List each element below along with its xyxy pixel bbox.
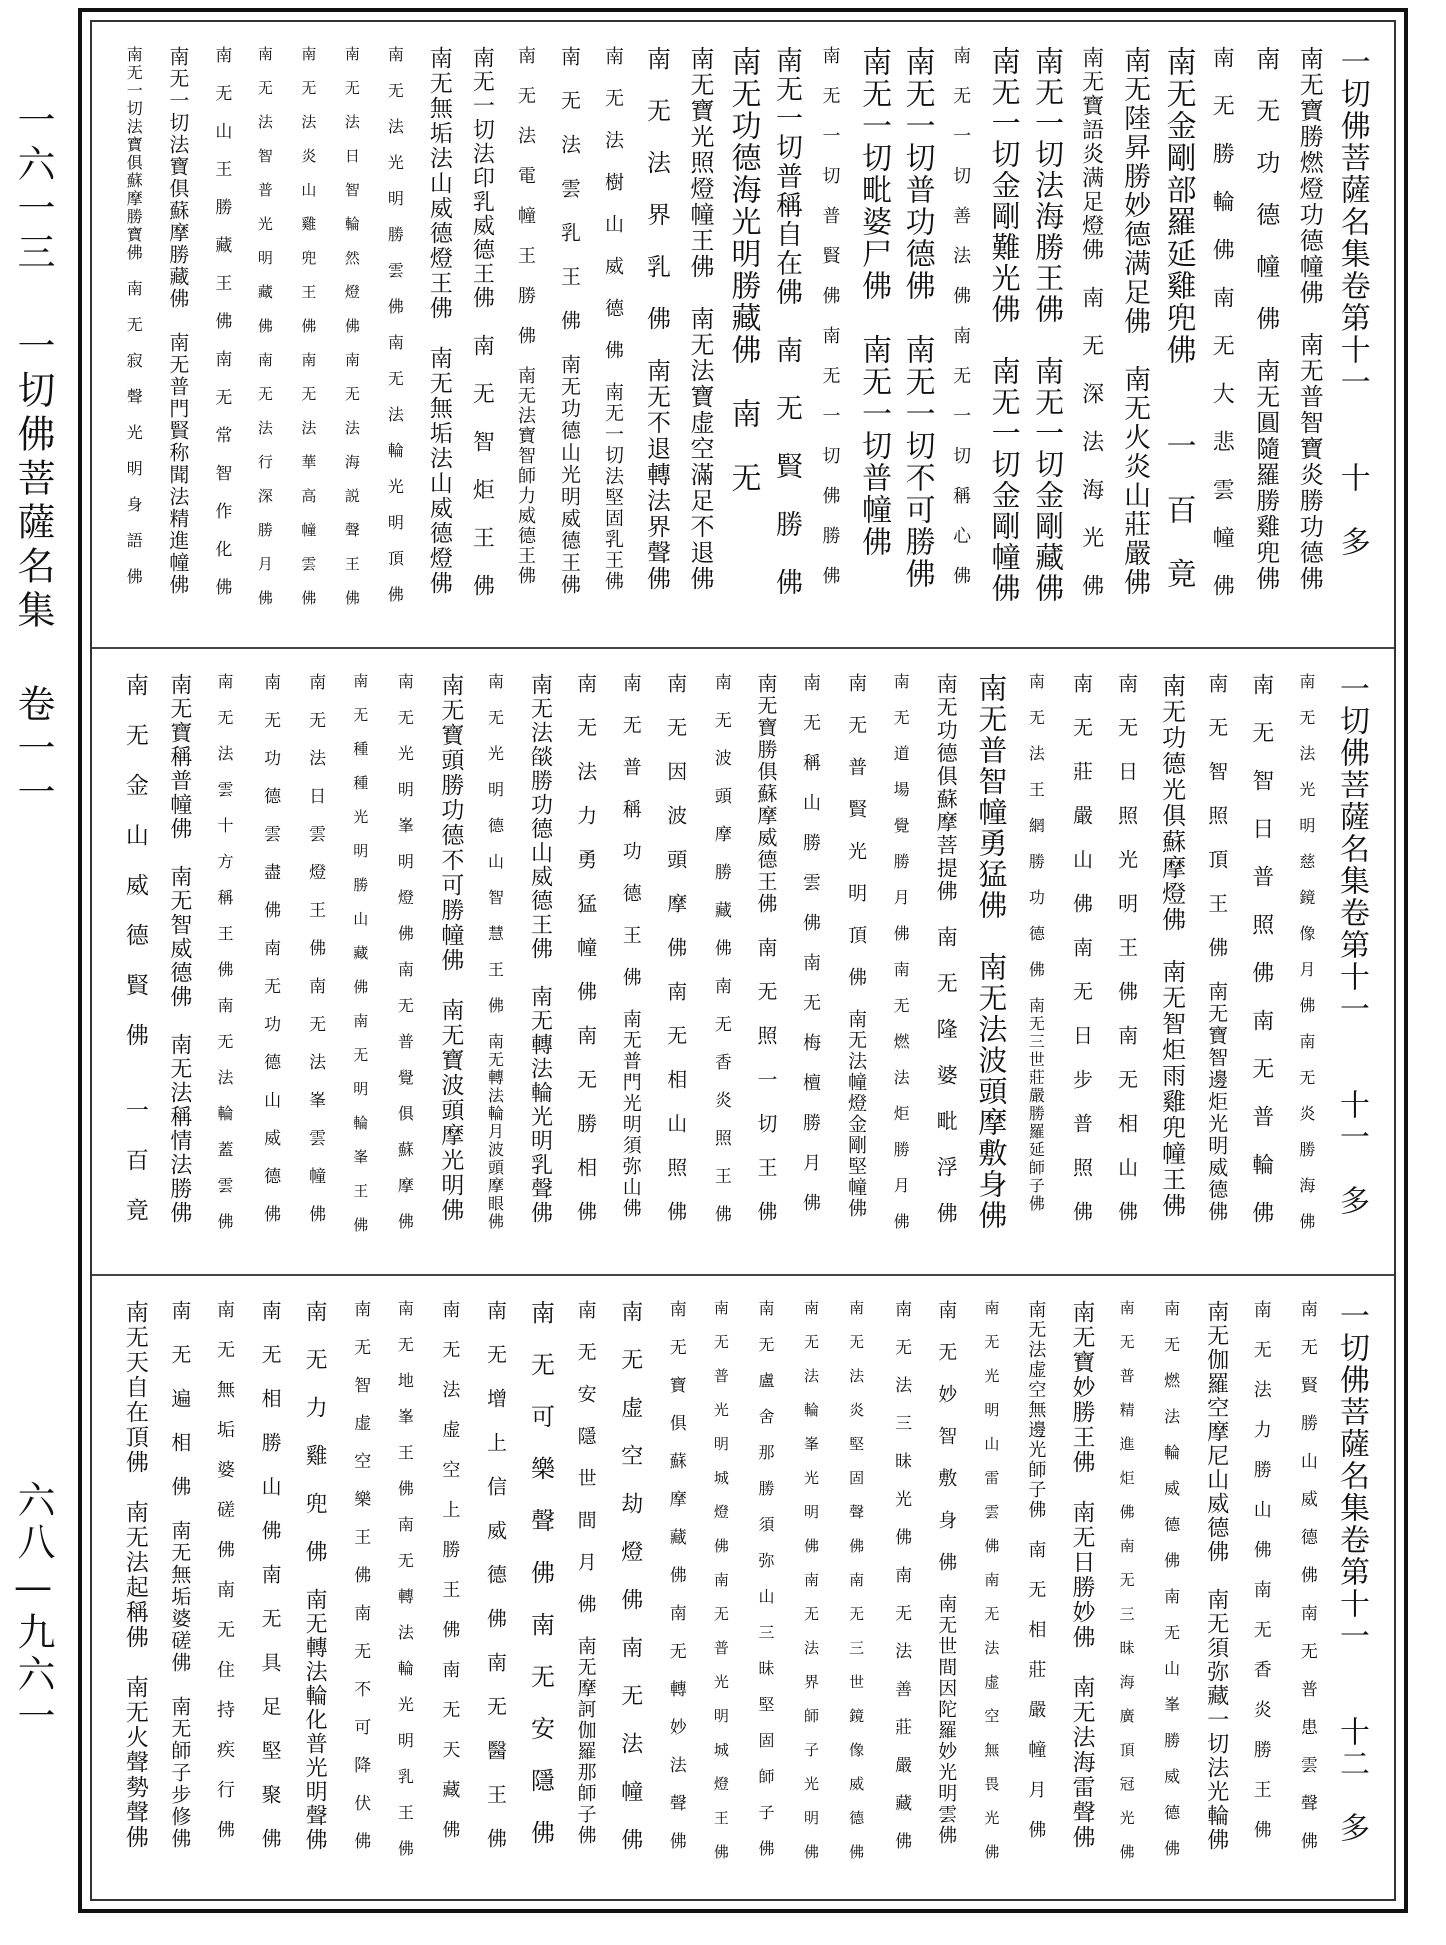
register-middle (92, 647, 1394, 1276)
text-column (833, 649, 878, 1276)
text-column (518, 1276, 563, 1901)
inner-frame (90, 20, 1396, 1901)
text-column (1058, 649, 1103, 1276)
column-text: 南无一切法印乳威德王佛 南 无 智 炬 王 佛 (469, 46, 495, 598)
register-columns (112, 22, 1374, 647)
column-text: 南 无 光 明 峯 明 燈 佛 南 无 普 覺 俱 蘇 摩 佛 (395, 673, 415, 1231)
column-text: 南 无 法 界 乳 佛 南无不退轉法界聲佛 (642, 46, 671, 592)
margin-page-number: 六八—九六一 (11, 1480, 55, 1738)
column-text: 南 无 法 雲 乳 王 佛 南无功德山光明威德王佛 (557, 46, 582, 596)
text-column (698, 649, 743, 1276)
text-column (373, 22, 417, 647)
column-text: 南无功德俱蘇摩菩提佛 南 无 隆 婆 毗 浮 佛 (934, 673, 959, 1225)
column-text: 南 无 勝 輪 佛 南 无 大 悲 雲 幢 佛 (1209, 46, 1235, 598)
text-column (608, 1276, 653, 1901)
column-text: 南无寶頭勝功德不可勝幢佛 南无寶波頭摩光明佛 (437, 673, 464, 1223)
column-text: 南 无 光 明 山 雷 雲 佛 南 无 法 虚 空 無 畏 光 佛 (982, 1300, 1001, 1861)
column-text: 南无寶光照燈幢王佛 南无法寶虚空滿足不退佛 (686, 46, 714, 592)
column-text: 南 无 相 勝 山 佛 南 无 具 足 堅 聚 佛 (258, 1300, 283, 1850)
column-text: 南 无 一 切 善 法 佛 南 无 一 切 稱 心 佛 (950, 46, 972, 586)
register-columns (112, 1276, 1374, 1901)
column-text: 南无寶勝俱蘇摩威德王佛 南 无 照 一 切 王 佛 (753, 673, 778, 1223)
text-column (1239, 1276, 1284, 1901)
register-columns (112, 649, 1374, 1276)
column-text: 南无功德海光明勝藏佛 南 无 (725, 46, 761, 494)
column-text: 南 无 燃 法 輪 威 德 佛 南 无 山 峯 勝 威 德 佛 (1161, 1300, 1181, 1858)
text-column (743, 1276, 788, 1901)
text-column (895, 22, 939, 647)
column-text: 一切佛菩薩名集卷第十一 十二 多 (1333, 1300, 1369, 1844)
text-column (1284, 649, 1329, 1276)
column-text: 南 无 虚 空 劫 燈 佛 南 无 法 幢 佛 (617, 1300, 643, 1852)
text-column (1013, 1276, 1058, 1901)
column-text: 南 无 金 山 威 德 賢 佛 一 百 竟 (121, 673, 148, 1223)
text-column (337, 649, 382, 1276)
text-column (1104, 1276, 1149, 1901)
column-text: 南 无 稱 山 勝 雲 佛 南 无 梅 檀 勝 月 佛 (800, 673, 822, 1213)
text-column (698, 1276, 743, 1901)
text-column (460, 22, 504, 647)
column-text: 南 无 功 德 雲 盡 佛 南 无 功 德 山 威 德 佛 (260, 673, 281, 1224)
text-column (1194, 1276, 1239, 1901)
text-column (1243, 22, 1287, 647)
text-column (330, 22, 374, 647)
text-column (852, 22, 896, 647)
text-column (472, 649, 517, 1276)
column-text: 南 无 普 精 進 炬 佛 南 无 三 昧 海 廣 頂 冠 光 佛 (1117, 1300, 1136, 1861)
column-text: 南 无 波 頭 摩 勝 藏 佛 南 无 香 炎 照 王 佛 (710, 673, 731, 1224)
column-text: 南无一切金剛難光佛 南无一切金剛幢佛 (987, 46, 1022, 604)
text-column (1149, 649, 1194, 1276)
text-column (653, 1276, 698, 1901)
text-column (157, 649, 202, 1276)
text-column (923, 649, 968, 1276)
text-column (808, 22, 852, 647)
text-column (292, 1276, 337, 1901)
chapter-heading-column (1330, 22, 1374, 647)
column-text: 南无寶勝燃燈功德幢佛 南无普智寶炎勝功德佛 (1295, 46, 1324, 592)
chapter-heading-column (1329, 1276, 1374, 1901)
column-text: 南 无 法 力 勝 山 佛 南 无 香 炎 勝 王 佛 (1250, 1300, 1272, 1840)
text-column (1284, 1276, 1329, 1901)
column-text: 南 无 盧 舍 那 勝 須 弥 山 三 昧 堅 固 師 子 佛 (755, 1300, 775, 1858)
column-text: 南 无 法 炎 堅 固 聲 佛 南 无 三 世 鏡 像 威 德 佛 (847, 1300, 866, 1861)
text-column (939, 22, 983, 647)
column-text: 南 无 日 照 光 明 王 佛 南 无 相 山 佛 (1114, 673, 1139, 1223)
text-column (968, 1276, 1013, 1901)
text-column (608, 649, 653, 1276)
text-column (199, 22, 243, 647)
text-column (112, 1276, 157, 1901)
text-column (292, 649, 337, 1276)
text-column (157, 1276, 202, 1901)
text-column (653, 649, 698, 1276)
text-column (788, 1276, 833, 1901)
column-text: 南无伽羅空摩尼山威德佛 南无須弥藏一切法光輪佛 (1203, 1300, 1229, 1852)
column-text: 南 无 法 三 昧 光 佛 南 无 法 善 莊 嚴 藏 佛 (891, 1300, 912, 1851)
column-text: 南无寶稱普幢佛 南无智威德佛 南无法稱情法勝佛 (166, 673, 192, 1225)
column-text: 南 无 法 智 普 光 明 藏 佛 南 无 法 行 深 勝 月 佛 (255, 46, 274, 607)
column-text: 南 无 光 明 德 山 智 慧 王 佛 南无轉法輪月波頭摩眼佛 (485, 673, 505, 1231)
text-column (337, 1276, 382, 1901)
text-column (427, 1276, 472, 1901)
text-column (1069, 22, 1113, 647)
column-text: 南无寶妙勝王佛 南无日勝妙佛 南无法海雷聲佛 (1068, 1300, 1095, 1850)
text-column (968, 649, 1013, 1276)
chapter-heading-column (1329, 649, 1374, 1276)
column-text: 南 无 力 雞 兜 佛 南无轉法輪化普光明聲佛 (302, 1300, 328, 1852)
column-text: 南无一切普稱自在佛 南 无 賢 勝 佛 (771, 46, 803, 597)
column-text: 南无一切法寶俱蘇摩勝藏佛 南无普門賢称聞法精進幢佛 (165, 46, 190, 596)
text-column (427, 649, 472, 1276)
column-text: 南无法虚空無邊光師子佛 南 无 相 莊 嚴 幢 月 佛 (1025, 1300, 1047, 1840)
text-column (563, 1276, 608, 1901)
text-column (202, 1276, 247, 1901)
text-column (833, 1276, 878, 1901)
text-column (923, 1276, 968, 1901)
column-text: 南 无 山 王 勝 藏 王 佛 南 无 常 智 作 化 佛 (211, 46, 232, 597)
column-text: 南 无 種 種 光 明 勝 山 藏 佛 南 无 明 輪 峯 王 佛 (351, 673, 370, 1234)
column-text: 南无陸昇勝妙德满足佛 南无火炎山莊嚴佛 (1119, 46, 1151, 597)
text-column (878, 1276, 923, 1901)
page-frame (78, 8, 1408, 1913)
column-text: 南 无 法 虚 空 上 勝 王 佛 南 无 天 藏 佛 (439, 1300, 461, 1840)
text-column (1239, 649, 1284, 1276)
register-top (92, 22, 1394, 647)
column-text: 南 无 法 力 勇 猛 幢 佛 南 无 勝 相 佛 (573, 673, 598, 1223)
column-text: 南 无 遍 相 佛 南无無垢婆磋佛 南无師子步修佛 (167, 1300, 192, 1850)
column-text: 南 无 普 賢 光 明 頂 佛 南无法幢燈金剛堅幢佛 (845, 673, 868, 1219)
column-text: 南 无 法 雲 十 方 稱 王 佛 南 无 法 輪 蓋 雲 佛 (215, 673, 234, 1231)
column-text: 南 无 法 輪 峯 光 明 佛 南 无 法 界 師 子 光 明 佛 (802, 1300, 821, 1861)
text-column (788, 649, 833, 1276)
page-margin (8, 100, 58, 1920)
text-column (112, 22, 156, 647)
column-text: 南无寶語炎满足燈佛 南 无 深 法 海 光 佛 (1078, 46, 1104, 598)
text-column (982, 22, 1026, 647)
column-text: 南 无 法 光 明 勝 雲 佛 南 无 法 輪 光 明 頂 佛 (385, 46, 405, 604)
text-column (518, 649, 563, 1276)
text-column (1287, 22, 1331, 647)
column-text: 南 无 智 照 頂 王 佛 南无寶智邊炬光明威德佛 (1204, 673, 1229, 1223)
column-text: 南 无 賢 勝 山 威 德 佛 南 无 普 患 雲 聲 佛 (1296, 1300, 1317, 1851)
text-column (878, 649, 923, 1276)
text-column (563, 649, 608, 1276)
column-text: 一切佛菩薩名集卷第十一 十一 多 (1333, 673, 1369, 1217)
text-column (417, 22, 461, 647)
column-text: 南 无 道 場 覺 勝 月 佛 南 无 燃 法 炬 勝 月 佛 (891, 673, 911, 1231)
text-column (1149, 1276, 1194, 1901)
text-column (286, 22, 330, 647)
text-column (765, 22, 809, 647)
column-text: 南无一切法海勝王佛 南无一切金剛藏佛 (1031, 46, 1066, 604)
column-text: 南无普智幢勇猛佛 南无法波頭摩敷身佛 (974, 673, 1009, 1231)
text-column (1058, 1276, 1103, 1901)
margin-title: 一六一三 一切佛菩薩名集 卷一一 (11, 100, 55, 816)
text-column (247, 1276, 292, 1901)
text-column (634, 22, 678, 647)
column-text: 南 无 普 光 明 城 燈 佛 南 无 普 光 明 城 燈 王 佛 (711, 1300, 730, 1861)
column-text: 南 无 增 上 信 威 德 佛 南 无 醫 王 佛 (483, 1300, 508, 1850)
text-column (1104, 649, 1149, 1276)
column-text: 南 无 一 切 普 賢 佛 南 无 一 切 佛 勝 佛 (819, 46, 841, 586)
column-text: 南无天自在頂佛 南无法起稱佛 南无火聲勢聲佛 (121, 1300, 148, 1850)
column-text: 南无一切毗婆尸佛 南无一切普幢佛 (856, 46, 892, 558)
register-bottom (92, 1274, 1394, 1901)
column-text: 南 无 法 電 幢 王 勝 佛 南无法寶智師力威德王佛 (514, 46, 536, 586)
column-text: 南无法燄勝功德山威德王佛 南无轉法輪光明乳聲佛 (527, 673, 553, 1225)
column-text: 南 无 智 虚 空 樂 王 佛 南 无 不 可 降 伏 佛 (350, 1300, 371, 1851)
text-column (1013, 649, 1058, 1276)
text-column (721, 22, 765, 647)
text-column (678, 22, 722, 647)
text-column (547, 22, 591, 647)
text-column (1156, 22, 1200, 647)
column-text: 南 无 法 炎 山 雞 兜 王 佛 南 无 法 華 高 幢 雲 佛 (299, 46, 318, 607)
text-column (504, 22, 548, 647)
text-column (382, 649, 427, 1276)
text-column (743, 649, 788, 1276)
text-column (243, 22, 287, 647)
column-text: 南无功德光俱蘇摩燈佛 南无智炬雨雞兜幢王佛 (1157, 673, 1186, 1219)
text-column (472, 1276, 517, 1901)
column-text: 南无金剛部羅延雞兜佛 一 百 竟 (1160, 46, 1196, 590)
column-text: 南 无 可 樂 聲 佛 南 无 安 隱 佛 (526, 1300, 555, 1846)
column-text: 南 无 無 垢 婆 磋 佛 南 无 住 持 疾 行 佛 (214, 1300, 235, 1840)
text-column (156, 22, 200, 647)
column-text: 南 无 法 王 網 勝 功 德 佛 南无三世莊嚴勝羅延師子佛 (1026, 673, 1046, 1213)
column-text: 南 无 功 德 幢 佛 南无圓隨羅勝雞兜佛 (1251, 46, 1280, 592)
text-column (1113, 22, 1157, 647)
column-text: 南无一切普功德佛 南无一切不可勝佛 (899, 46, 935, 590)
column-text: 南 无 安 隱 世 間 月 佛 南无摩訶伽羅那師子佛 (574, 1300, 597, 1846)
column-text: 南 无 寶 俱 蘇 摩 藏 佛 南 无 轉 妙 法 聲 佛 (665, 1300, 686, 1851)
text-column (112, 649, 157, 1276)
column-text: 南 无 地 峯 王 佛 南 无 轉 法 輪 光 明 乳 王 佛 (395, 1300, 415, 1858)
column-text: 南 无 因 波 頭 摩 佛 南 无 相 山 照 佛 (663, 673, 688, 1223)
column-text: 南 无 莊 嚴 山 佛 南 无 日 步 普 照 佛 (1069, 673, 1094, 1223)
text-column (1194, 649, 1239, 1276)
text-column (247, 649, 292, 1276)
text-column (591, 22, 635, 647)
column-text: 南 无 普 稱 功 德 王 佛 南无普門光明須弥山佛 (619, 673, 642, 1219)
column-text: 南 无 法 光 明 慈 鏡 像 月 佛 南 无 炎 勝 海 佛 (1296, 673, 1316, 1231)
column-text: 南 无 法 日 雲 燈 王 佛 南 无 法 峯 雲 幢 佛 (305, 673, 326, 1224)
column-text: 一切佛菩薩名集卷第十一 十 多 (1334, 46, 1370, 558)
column-text: 南 无 智 日 普 照 佛 南 无 普 輪 佛 (1248, 673, 1274, 1225)
column-text: 南无無垢法山威德燈王佛 南无無垢法山威德燈佛 (425, 46, 452, 596)
column-text: 南 无 妙 智 敷 身 佛 南无世間因陀羅妙光明雲佛 (935, 1300, 958, 1846)
text-column (382, 1276, 427, 1901)
column-text: 南 无 法 樹 山 威 德 佛 南无一切法堅固乳王佛 (601, 46, 624, 592)
column-text: 南无一切法寶俱蘇摩勝寶佛 南 无 寂 聲 光 明 身 語 佛 (124, 46, 144, 586)
text-column (202, 649, 247, 1276)
column-text: 南 无 法 日 智 輪 然 燈 佛 南 无 法 海 説 聲 王 佛 (342, 46, 361, 607)
text-column (1200, 22, 1244, 647)
text-column (1026, 22, 1070, 647)
